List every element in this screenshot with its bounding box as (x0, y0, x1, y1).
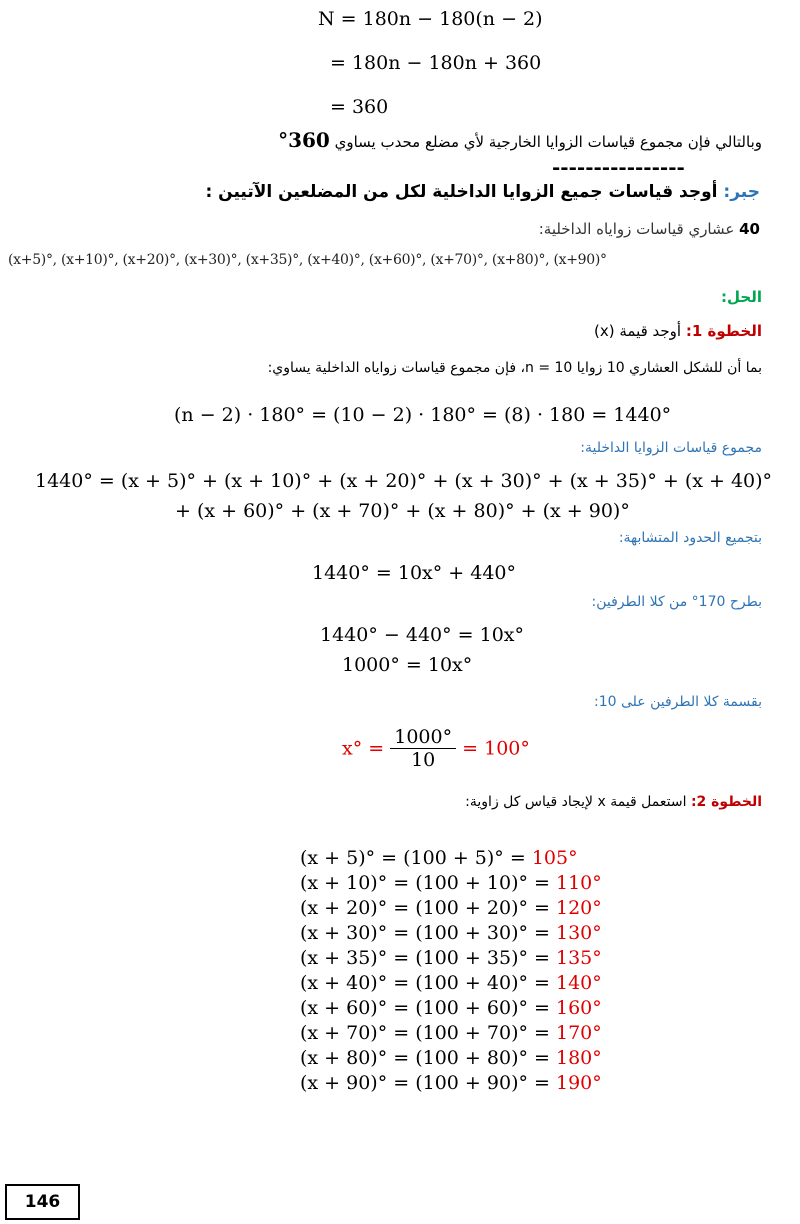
result-rhs: = 100° (462, 737, 530, 760)
angle-row: (x + 10)° = (100 + 10)° = 110° (300, 872, 602, 894)
subtract-equation-2: 1000° = 10x° (342, 654, 473, 676)
result-numerator: 1000° (390, 726, 456, 749)
angle-row: (x + 80)° = (100 + 80)° = 180° (300, 1047, 602, 1069)
sum-label: مجموع قياسات الزوايا الداخلية: (580, 440, 762, 456)
result-fraction (390, 726, 456, 771)
result-lhs: x° = (342, 737, 385, 760)
result-equation (342, 726, 530, 771)
angle-row: (x + 60)° = (100 + 60)° = 160° (300, 997, 602, 1019)
angle-row: (x + 20)° = (100 + 20)° = 120° (300, 897, 602, 919)
combine-equation: 1440° = 10x° + 440° (312, 562, 517, 584)
equation-line-1: N = 180n − 180(n − 2) (318, 8, 543, 30)
divide-label: بقسمة كلا الطرفين على 10: (593, 694, 762, 710)
step2-text: استعمل قيمة x لإيجاد قياس كل زاوية: (465, 794, 687, 810)
problem-expression: (x+5)°, (x+10)°, (x+20)°, (x+30)°, (x+35)°, (x+40)°, (x+60)°, (x+70)°, (x+80)°, (x+90)° (8, 252, 607, 268)
intro-line: بما أن للشكل العشاري 10 زوايا n = 10، فإن مجموع قياسات زواياه الداخلية يساوي: (267, 360, 762, 376)
combine-label: بتجميع الحدود المتشابهة: (618, 530, 762, 546)
page-number: 146 (5, 1184, 80, 1220)
conclusion-line (278, 128, 762, 152)
conclusion-value: 360° (278, 128, 330, 152)
angle-row: (x + 70)° = (100 + 70)° = 170° (300, 1022, 602, 1044)
angle-row: (x + 40)° = (100 + 40)° = 140° (300, 972, 602, 994)
angle-row: (x + 35)° = (100 + 35)° = 135° (300, 947, 602, 969)
subtract-equation-1: 1440° − 440° = 10x° (320, 624, 525, 646)
step1-label: الخطوة 1: (685, 322, 762, 340)
angles-list (300, 846, 602, 1096)
equation-line-3: = 360 (330, 96, 389, 118)
step1-text: أوجد قيمة (x) (593, 322, 682, 340)
problem-heading-text: أوجد قياسات جميع الزوايا الداخلية لكل من المضلعين الآتيين : (205, 182, 718, 202)
equation-long-line-1: 1440° = (x + 5)° + (x + 10)° + (x + 20)° + (x + 30)° + (x + 35)° + (x + 40)° (35, 470, 773, 492)
problem-number: 40 (739, 220, 760, 238)
sum-formula: (n − 2) · 180° = (10 − 2) · 180° = (8) · 180 = 1440° (174, 404, 672, 426)
step2-label: الخطوة 2: (690, 794, 762, 810)
angle-row: (x + 5)° = (100 + 5)° = 105° (300, 847, 578, 869)
problem-subheading (539, 220, 760, 238)
separator: ---------------- (552, 155, 685, 179)
angle-row: (x + 30)° = (100 + 30)° = 130° (300, 922, 602, 944)
conclusion-text: وبالتالي فإن مجموع قياسات الزوايا الخارجية لأي مضلع محدب يساوي (334, 133, 762, 151)
equation-long-line-2: + (x + 60)° + (x + 70)° + (x + 80)° + (x + 90)° (175, 500, 630, 522)
solution-title: الحل: (721, 288, 762, 306)
problem-subheading-text: عشاري قياسات زواياه الداخلية: (538, 220, 735, 238)
step2-line (465, 794, 762, 810)
equation-line-2: = 180n − 180n + 360 (330, 52, 542, 74)
problem-label: جبر: (723, 182, 760, 202)
result-denominator: 10 (411, 749, 436, 771)
angle-row: (x + 90)° = (100 + 90)° = 190° (300, 1072, 602, 1094)
step1-line (594, 322, 762, 340)
problem-heading (205, 182, 760, 202)
subtract-label: بطرح 170° من كلا الطرفين: (591, 594, 762, 610)
